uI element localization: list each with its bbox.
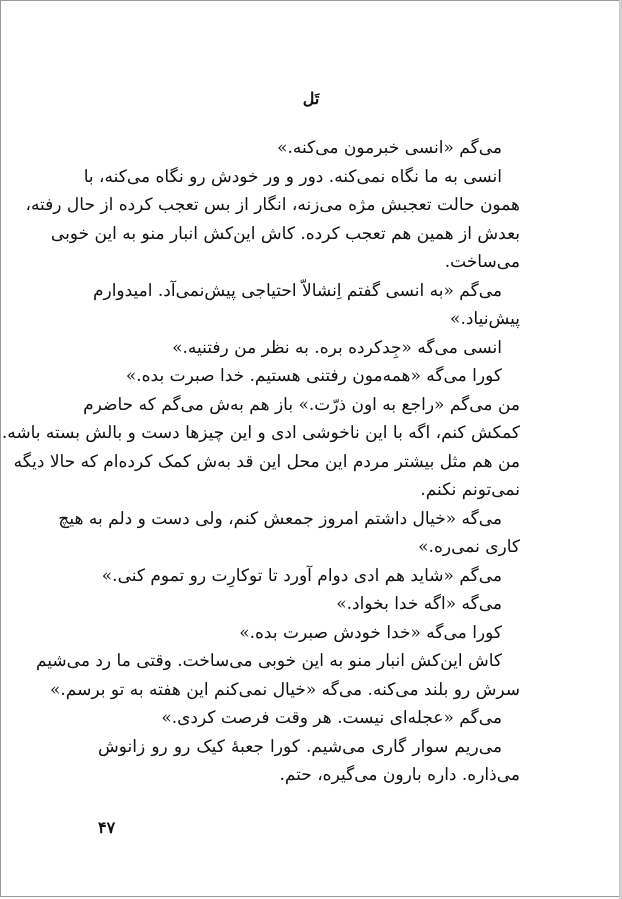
text-line: کورا می‌گه «خدا خودش صبرت بده.» [239, 622, 502, 643]
page-number: ۴۷ [98, 818, 116, 837]
text-line: می‌گم «عجله‌ای نیست. هر وقت فرصت کردی.» [161, 708, 502, 728]
text-line: من هم مثل بیشتر مردم این محل این قد به‌ش کمک کرده‌ام که حالا دیگه [13, 451, 520, 472]
text-line: کمکش کنم، اگه با این ناخوشی ادی و این چیزها دست و بالش بسته باشه. [1, 423, 520, 443]
text-line: کاری نمی‌ره.» [418, 537, 520, 557]
text-line: انسی به ما نگاه نمی‌کنه. دور و ور خودش رو نگاه می‌کنه، با [83, 166, 502, 187]
running-header: تَل [302, 89, 320, 108]
text-line: انسی می‌گه «جِدکرده بره. به نظر من رفتنیه.» [172, 337, 502, 358]
body-text [1, 134, 520, 790]
text-line: همون حالت تعجبش مژه می‌زنه، انگار از بس تعجب کرده از حال رفته، [25, 195, 520, 215]
text-line: می‌گه «خیال داشتم امروز جمعش کنم، ولی دست و دلم به هیچ [58, 508, 502, 529]
text-line: سرش رو بلند می‌کنه. می‌گه «خیال نمی‌کنم این هفته به تو برسم.» [49, 679, 520, 700]
text-line: بعدش از همین هم تعجب کرده. کاش این‌کش انبار منو به این خوبی [50, 223, 520, 244]
text-line: می‌ذاره. داره بارون می‌گیره، حتم. [279, 765, 520, 785]
text-line: پیش‌نیاد.» [450, 309, 520, 329]
text-line: می‌گه «اگه خدا بخواد.» [336, 594, 502, 614]
text-line: می‌ریم سوار گاری می‌شیم. کورا جعبۀ کیک رو رو زانوش [98, 736, 502, 757]
text-line: می‌گم «شاید هم ادی دوام آورد تا توکارِت رو تموم کنی.» [101, 565, 502, 586]
text-line: می‌گم «به انسی گفتم اِنشالاّ احتیاجی پیش‌نمی‌آد. امیدوارم [92, 280, 502, 301]
text-line: نمی‌تونم نکنم. [420, 480, 520, 500]
text-line: کاش این‌کش انبار منو به این خوبی می‌ساخت. وقتی ما رد می‌شیم [35, 651, 502, 671]
text-line: من می‌گم «راجع به اون ذرّت.» باز هم به‌ش می‌گم که حاضرم [83, 394, 520, 415]
text-line: می‌ساخت. [444, 252, 520, 272]
text-line: می‌گم «انسی خبرمون می‌کنه.» [277, 138, 502, 158]
text-line: کورا می‌گه «همه‌مون رفتنی هستیم. خدا صبرت بده.» [125, 366, 502, 386]
